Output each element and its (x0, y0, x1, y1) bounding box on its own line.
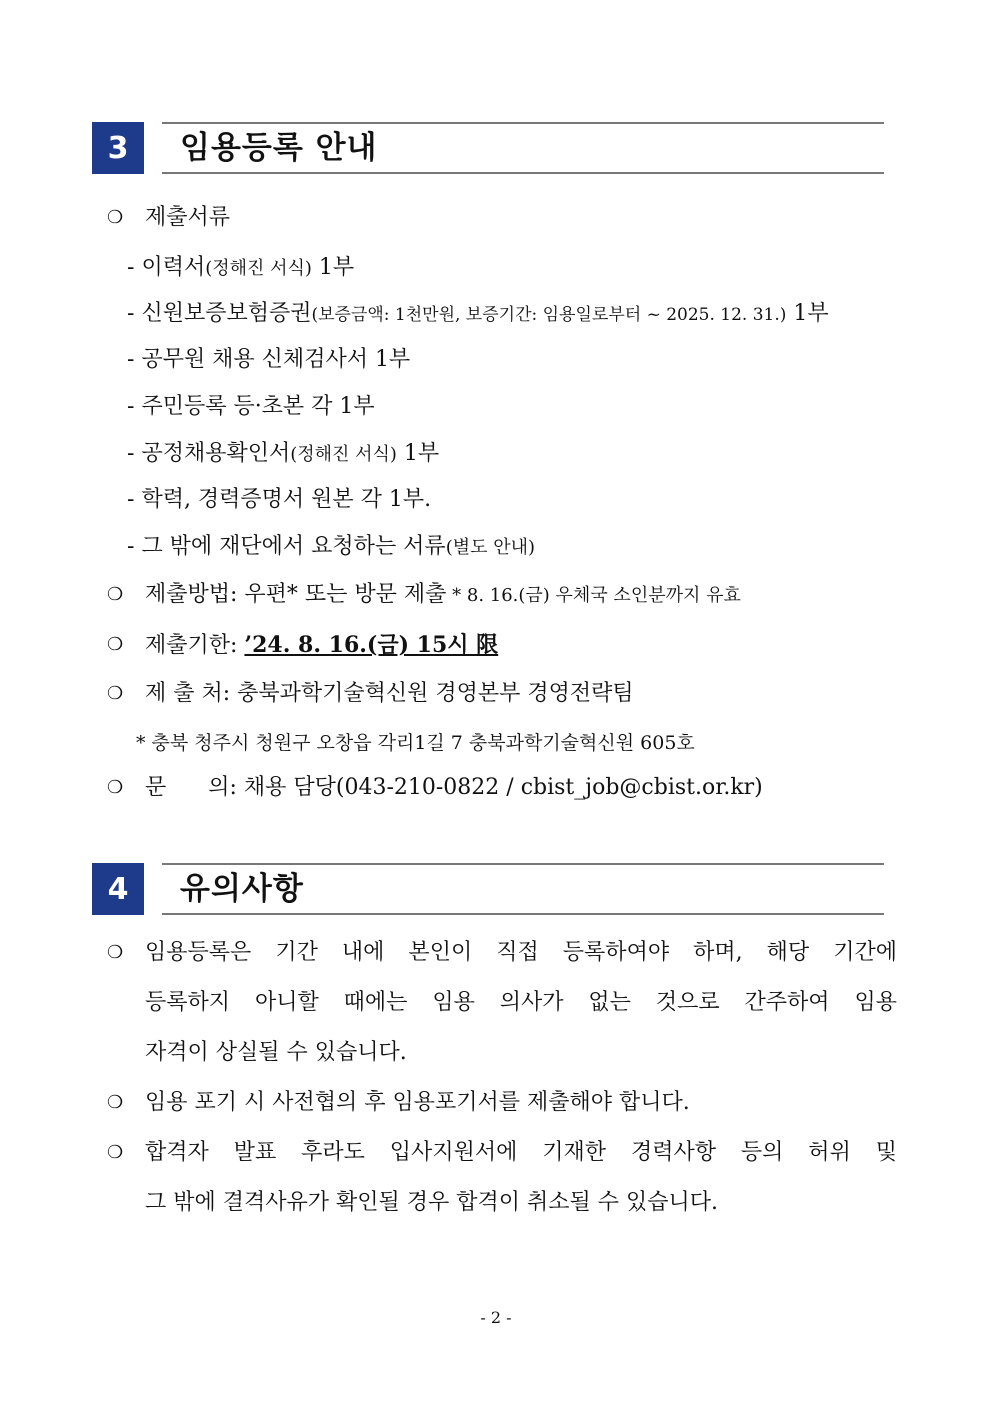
submission-method (145, 580, 741, 611)
deadline-label: 제출기한: (145, 633, 245, 658)
place-label: 제 출 처: (145, 681, 238, 706)
notice-item-1 (145, 938, 897, 1088)
notice-line: 합격자 발표 후라도 입사지원서에 기재한 경력사항 등의 허위 및 (145, 1140, 897, 1165)
contact-label: 문 의: (145, 775, 244, 800)
bullet-icon: ❍ (107, 942, 124, 963)
dash: - (127, 301, 135, 326)
bullet-icon: ❍ (107, 584, 124, 605)
doc-item (127, 485, 431, 515)
section-4-header (92, 863, 884, 915)
dash: - (127, 534, 135, 559)
notice-line: 임용등록은 기간 내에 본인이 직접 등록하여야 하며, 해당 기간에 (145, 940, 897, 965)
doc-main: 그 밖에 재단에서 요청하는 서류 (141, 534, 446, 559)
doc-item (127, 532, 535, 563)
notice-line: 자격이 상실될 수 있습니다. (145, 1040, 407, 1065)
bullet-icon: ❍ (107, 634, 124, 655)
contact-value: 채용 담당(043-210-0822 / cbist_job@cbist.or.kr) (243, 775, 763, 800)
place-value: 충북과학기술혁신원 경영본부 경영전략팀 (237, 681, 634, 706)
doc-tail: 1부 (786, 301, 829, 326)
section-title: 유의사항 (180, 871, 304, 907)
header-rule-top (162, 122, 884, 124)
doc-note: (보증금액: 1천만원, 보증기간: 임용일로부터 ~ 2025. 12. 31.) (311, 305, 787, 325)
dash: - (127, 255, 135, 280)
bullet-icon: ❍ (107, 777, 124, 798)
submission-deadline (145, 630, 498, 661)
contact (145, 773, 763, 803)
section-number-badge: 3 (92, 122, 144, 174)
page-number: - 2 - (480, 1308, 512, 1327)
doc-item (127, 439, 439, 470)
method-value: 우편* 또는 방문 제출 (244, 582, 447, 607)
notice-line: 등록하지 아니할 때에는 임용 의사가 없는 것으로 간주하여 임용 (145, 990, 897, 1015)
doc-note: (별도 안내) (445, 537, 536, 558)
doc-main: 공정채용확인서 (141, 441, 291, 466)
method-note: * 8. 16.(금) 우체국 소인분까지 유효 (446, 585, 741, 606)
section-number-badge: 4 (92, 863, 144, 915)
notice-item-2: 임용 포기 시 사전협의 후 임용포기서를 제출해야 합니다. (145, 1090, 690, 1115)
notice-item-3 (145, 1138, 897, 1238)
header-rule-bottom (162, 913, 884, 915)
doc-main: 공무원 채용 신체검사서 1부 (141, 347, 411, 372)
doc-item (127, 299, 829, 330)
method-label: 제출방법: (145, 582, 245, 607)
doc-note: (정해진 서식) (290, 444, 397, 465)
dash: - (127, 441, 135, 466)
notice-line: 그 밖에 결격사유가 확인될 경우 합격이 취소될 수 있습니다. (145, 1190, 718, 1215)
section-3-header (92, 122, 884, 174)
doc-tail: 1부 (311, 255, 355, 280)
bullet-icon: ❍ (107, 1092, 124, 1113)
bullet-icon: ❍ (107, 207, 124, 228)
doc-item (127, 345, 410, 375)
doc-main: 이력서 (141, 255, 206, 280)
docs-heading: 제출서류 (145, 205, 231, 230)
dash: - (127, 487, 135, 512)
bullet-icon: ❍ (107, 683, 124, 704)
doc-main: 신원보증보험증권 (141, 301, 312, 326)
submission-place (145, 679, 634, 709)
address-note: * 충북 청주시 청원구 오창읍 각리1길 7 충북과학기술혁신원 605호 (136, 732, 695, 754)
doc-main: 학력, 경력증명서 원본 각 1부. (141, 487, 432, 512)
bullet-icon: ❍ (107, 1142, 124, 1163)
dash: - (127, 394, 135, 419)
doc-item (127, 392, 375, 422)
header-rule-top (162, 863, 884, 865)
doc-item (127, 253, 354, 284)
section-title: 임용등록 안내 (180, 130, 378, 166)
doc-tail: 1부 (396, 441, 440, 466)
header-rule-bottom (162, 172, 884, 174)
deadline-value: ’24. 8. 16.(금) 15시 限 (244, 632, 499, 658)
dash: - (127, 347, 135, 372)
doc-main: 주민등록 등·초본 각 1부 (141, 394, 375, 419)
doc-note: (정해진 서식) (205, 258, 312, 279)
